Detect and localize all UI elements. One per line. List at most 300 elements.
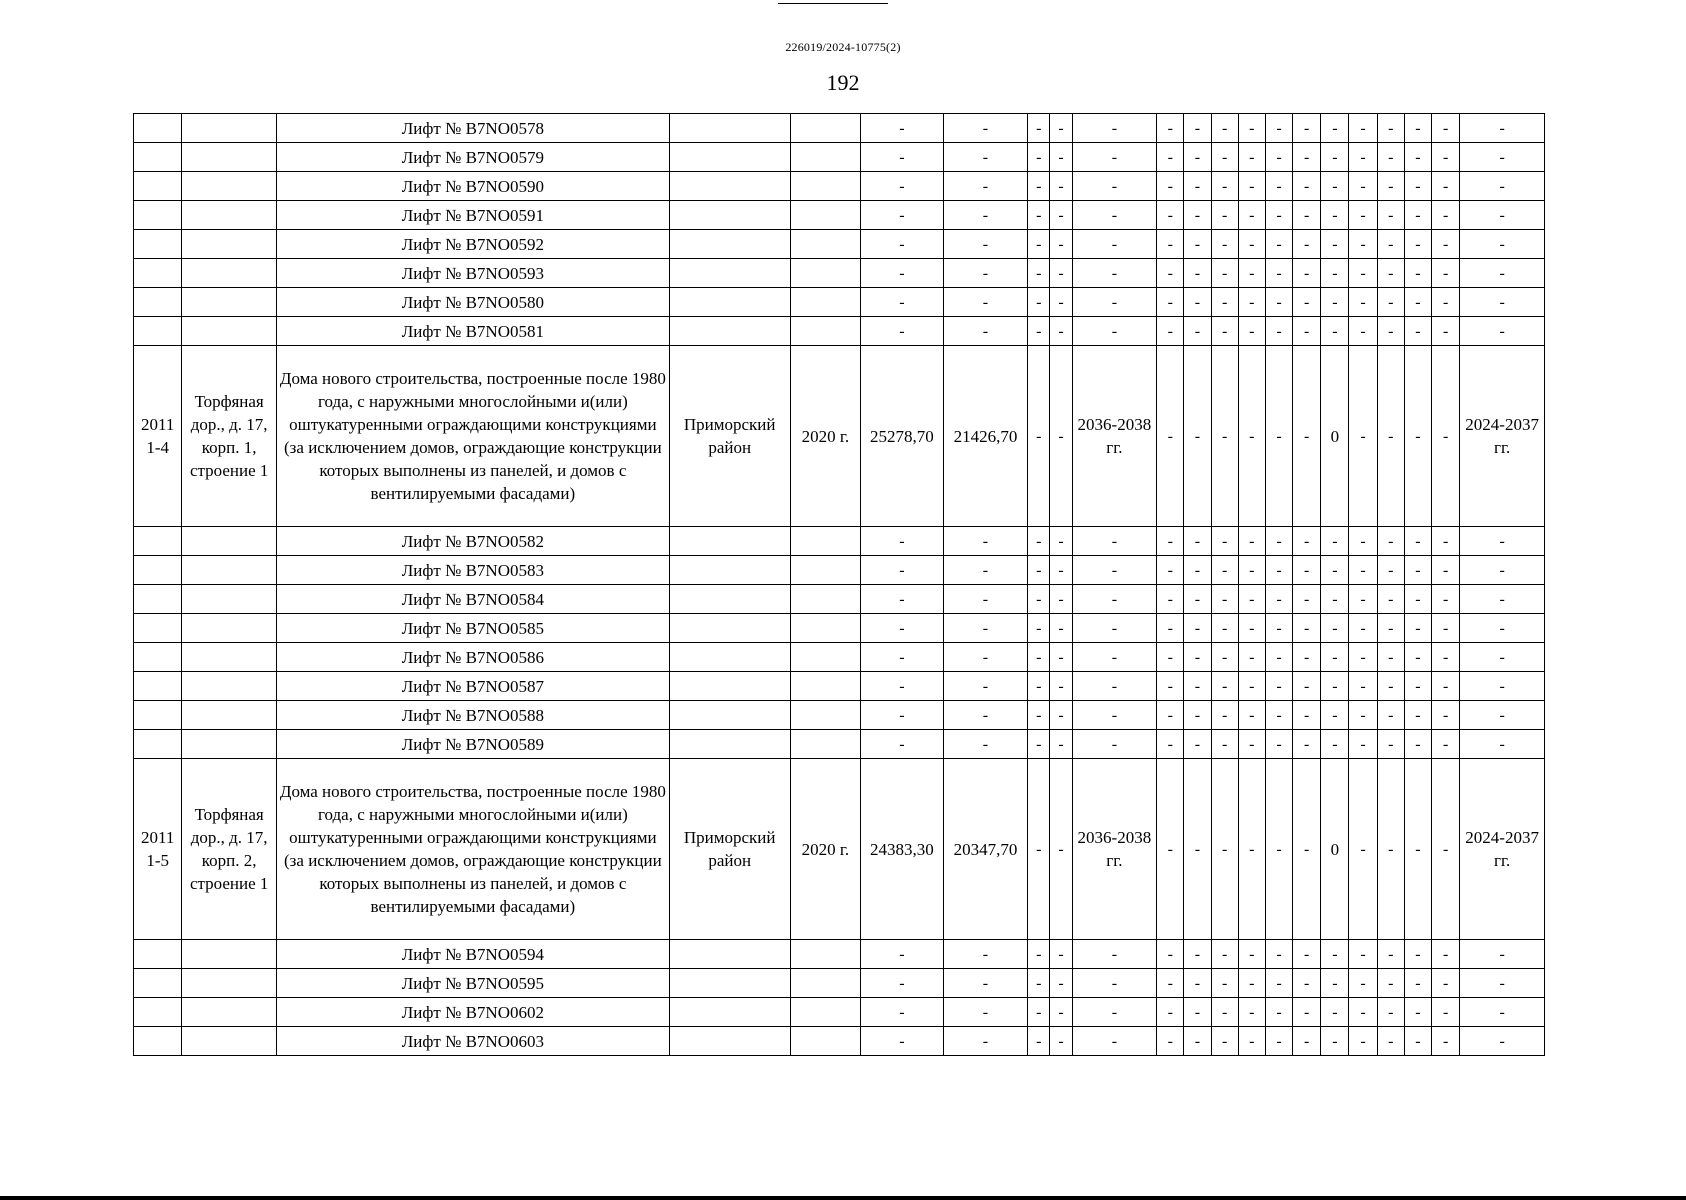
dash-cell: - bbox=[1050, 114, 1072, 143]
dash-cell: - bbox=[1404, 614, 1431, 643]
dash-cell: - bbox=[1404, 759, 1431, 940]
dash-cell: - bbox=[1349, 230, 1377, 259]
building-address: Торфяная дор., д. 17, корп. 1, строение 1 bbox=[182, 346, 277, 527]
dash-cell: - bbox=[1404, 230, 1431, 259]
dash-cell: - bbox=[1238, 201, 1265, 230]
row-number: 2011 1-4 bbox=[134, 346, 182, 527]
dash-cell: - bbox=[1432, 643, 1460, 672]
district: Приморский район bbox=[669, 346, 790, 527]
row-number-cell bbox=[134, 643, 182, 672]
dash-cell: - bbox=[1293, 759, 1321, 940]
area-total-dash: - bbox=[861, 317, 944, 346]
dash-cell: - bbox=[1377, 143, 1404, 172]
dash-cell: - bbox=[1157, 940, 1184, 969]
dash-cell: - bbox=[1184, 1027, 1211, 1056]
dash-cell: - bbox=[1265, 1027, 1292, 1056]
district-cell bbox=[669, 114, 790, 143]
dash-cell: - bbox=[1050, 527, 1072, 556]
dash-cell: - bbox=[1349, 940, 1377, 969]
row-number-cell bbox=[134, 940, 182, 969]
lift-row bbox=[134, 172, 1545, 201]
area-living-dash: - bbox=[943, 969, 1028, 998]
final-period-dash: - bbox=[1460, 556, 1545, 585]
repair-period: 2036-2038 гг. bbox=[1072, 346, 1157, 527]
dash-cell: - bbox=[1377, 201, 1404, 230]
year-cell bbox=[790, 643, 860, 672]
lift-row bbox=[134, 998, 1545, 1027]
final-period-dash: - bbox=[1460, 172, 1545, 201]
dash-cell: - bbox=[1432, 730, 1460, 759]
dash-cell: - bbox=[1238, 614, 1265, 643]
dash-cell: - bbox=[1028, 346, 1050, 527]
dash-cell: - bbox=[1211, 1027, 1238, 1056]
dash-cell: - bbox=[1028, 288, 1050, 317]
row-number-cell bbox=[134, 672, 182, 701]
dash-cell: - bbox=[1238, 259, 1265, 288]
period-dash: - bbox=[1072, 317, 1157, 346]
final-period-dash: - bbox=[1460, 969, 1545, 998]
dash-cell: - bbox=[1184, 585, 1211, 614]
dash-cell: - bbox=[1157, 288, 1184, 317]
dash-cell: - bbox=[1265, 143, 1292, 172]
dash-cell: - bbox=[1184, 346, 1211, 527]
dash-cell: - bbox=[1377, 940, 1404, 969]
dash-cell: - bbox=[1157, 672, 1184, 701]
dash-cell: - bbox=[1050, 143, 1072, 172]
final-period-dash: - bbox=[1460, 143, 1545, 172]
dash-cell: - bbox=[1238, 317, 1265, 346]
dash-cell: - bbox=[1404, 969, 1431, 998]
area-total-dash: - bbox=[861, 1027, 944, 1056]
year-cell bbox=[790, 998, 860, 1027]
lift-row bbox=[134, 614, 1545, 643]
dash-cell: - bbox=[1432, 969, 1460, 998]
dash-cell: - bbox=[1028, 172, 1050, 201]
lift-name: Лифт № B7NO0589 bbox=[276, 730, 669, 759]
dash-cell: - bbox=[1432, 346, 1460, 527]
area-total-dash: - bbox=[861, 556, 944, 585]
period-dash: - bbox=[1072, 143, 1157, 172]
year-cell bbox=[790, 230, 860, 259]
lift-row bbox=[134, 143, 1545, 172]
dash-cell: - bbox=[1050, 730, 1072, 759]
area-total-dash: - bbox=[861, 527, 944, 556]
dash-cell: - bbox=[1265, 172, 1292, 201]
lift-name: Лифт № B7NO0584 bbox=[276, 585, 669, 614]
district-cell bbox=[669, 672, 790, 701]
dash-cell: - bbox=[1184, 730, 1211, 759]
row-number-cell bbox=[134, 143, 182, 172]
area-total-dash: - bbox=[861, 730, 944, 759]
year-cell bbox=[790, 585, 860, 614]
final-period-dash: - bbox=[1460, 288, 1545, 317]
area-living-dash: - bbox=[943, 1027, 1028, 1056]
dash-cell: - bbox=[1377, 730, 1404, 759]
dash-cell: - bbox=[1211, 759, 1238, 940]
year-cell bbox=[790, 614, 860, 643]
area-total-dash: - bbox=[861, 288, 944, 317]
period-dash: - bbox=[1072, 672, 1157, 701]
dash-cell: - bbox=[1293, 259, 1321, 288]
area-total-dash: - bbox=[861, 672, 944, 701]
dash-cell: - bbox=[1238, 556, 1265, 585]
dash-cell: - bbox=[1028, 317, 1050, 346]
dash-cell: - bbox=[1432, 585, 1460, 614]
dash-cell: - bbox=[1050, 172, 1072, 201]
address-cell bbox=[182, 969, 277, 998]
dash-cell: - bbox=[1432, 172, 1460, 201]
district-cell bbox=[669, 998, 790, 1027]
dash-cell: - bbox=[1211, 230, 1238, 259]
lift-name: Лифт № B7NO0580 bbox=[276, 288, 669, 317]
dash-cell: - bbox=[1211, 172, 1238, 201]
building-description: Дома нового строительства, построенные после 1980 года, с наружными многослойными и(или) оштукатуренными ограждающими конструкциями (за исключением домов, ограждающие конструкции которых выполнены из панелей, и домов с вентилируемыми фасадами) bbox=[276, 759, 669, 940]
lift-name: Лифт № B7NO0583 bbox=[276, 556, 669, 585]
dash-cell: - bbox=[1184, 317, 1211, 346]
dash-cell: - bbox=[1211, 672, 1238, 701]
capital-repair-table bbox=[133, 113, 1545, 1056]
area-total-dash: - bbox=[861, 998, 944, 1027]
dash-cell: - bbox=[1238, 230, 1265, 259]
address-cell bbox=[182, 643, 277, 672]
dash-cell: - bbox=[1184, 969, 1211, 998]
dash-cell: - bbox=[1377, 614, 1404, 643]
area-total: 24383,30 bbox=[861, 759, 944, 940]
dash-cell: - bbox=[1377, 969, 1404, 998]
final-period-dash: - bbox=[1460, 940, 1545, 969]
area-living-dash: - bbox=[943, 730, 1028, 759]
dash-cell: - bbox=[1321, 527, 1349, 556]
dash-cell: - bbox=[1028, 672, 1050, 701]
final-period-dash: - bbox=[1460, 998, 1545, 1027]
area-total-dash: - bbox=[861, 940, 944, 969]
dash-cell: - bbox=[1265, 346, 1292, 527]
dash-cell: - bbox=[1211, 317, 1238, 346]
dash-cell: - bbox=[1050, 288, 1072, 317]
zero-value: 0 bbox=[1321, 759, 1349, 940]
dash-cell: - bbox=[1349, 672, 1377, 701]
dash-cell: - bbox=[1293, 940, 1321, 969]
dash-cell: - bbox=[1050, 759, 1072, 940]
building-row bbox=[134, 346, 1545, 527]
dash-cell: - bbox=[1265, 114, 1292, 143]
area-living-dash: - bbox=[943, 288, 1028, 317]
dash-cell: - bbox=[1293, 114, 1321, 143]
year-cell bbox=[790, 172, 860, 201]
dash-cell: - bbox=[1265, 759, 1292, 940]
dash-cell: - bbox=[1028, 643, 1050, 672]
dash-cell: - bbox=[1028, 556, 1050, 585]
final-period-dash: - bbox=[1460, 672, 1545, 701]
district-cell bbox=[669, 614, 790, 643]
dash-cell: - bbox=[1321, 585, 1349, 614]
scan-bottom-edge bbox=[0, 1196, 1686, 1200]
row-number-cell bbox=[134, 585, 182, 614]
lift-name: Лифт № B7NO0587 bbox=[276, 672, 669, 701]
dash-cell: - bbox=[1377, 230, 1404, 259]
dash-cell: - bbox=[1265, 940, 1292, 969]
dash-cell: - bbox=[1028, 585, 1050, 614]
final-period-dash: - bbox=[1460, 527, 1545, 556]
dash-cell: - bbox=[1265, 259, 1292, 288]
dash-cell: - bbox=[1050, 998, 1072, 1027]
area-living-dash: - bbox=[943, 259, 1028, 288]
dash-cell: - bbox=[1404, 317, 1431, 346]
dash-cell: - bbox=[1238, 346, 1265, 527]
dash-cell: - bbox=[1404, 940, 1431, 969]
dash-cell: - bbox=[1211, 143, 1238, 172]
area-living-dash: - bbox=[943, 585, 1028, 614]
document-id: 226019/2024-10775(2) bbox=[785, 40, 901, 54]
row-number-cell bbox=[134, 556, 182, 585]
final-period-dash: - bbox=[1460, 585, 1545, 614]
building-address: Торфяная дор., д. 17, корп. 2, строение 1 bbox=[182, 759, 277, 940]
dash-cell: - bbox=[1238, 969, 1265, 998]
dash-cell: - bbox=[1050, 969, 1072, 998]
dash-cell: - bbox=[1404, 998, 1431, 1027]
area-total-dash: - bbox=[861, 172, 944, 201]
dash-cell: - bbox=[1404, 643, 1431, 672]
dash-cell: - bbox=[1293, 643, 1321, 672]
row-number-cell bbox=[134, 230, 182, 259]
dash-cell: - bbox=[1321, 556, 1349, 585]
dash-cell: - bbox=[1265, 701, 1292, 730]
dash-cell: - bbox=[1293, 317, 1321, 346]
dash-cell: - bbox=[1349, 346, 1377, 527]
lift-row bbox=[134, 527, 1545, 556]
dash-cell: - bbox=[1265, 730, 1292, 759]
dash-cell: - bbox=[1377, 346, 1404, 527]
year-cell bbox=[790, 259, 860, 288]
period-dash: - bbox=[1072, 940, 1157, 969]
dash-cell: - bbox=[1050, 259, 1072, 288]
year-cell bbox=[790, 701, 860, 730]
dash-cell: - bbox=[1349, 201, 1377, 230]
address-cell bbox=[182, 1027, 277, 1056]
dash-cell: - bbox=[1404, 114, 1431, 143]
row-number-cell bbox=[134, 614, 182, 643]
lift-row bbox=[134, 969, 1545, 998]
dash-cell: - bbox=[1293, 585, 1321, 614]
dash-cell: - bbox=[1432, 259, 1460, 288]
area-living-dash: - bbox=[943, 114, 1028, 143]
dash-cell: - bbox=[1211, 288, 1238, 317]
building-row bbox=[134, 759, 1545, 940]
district-cell bbox=[669, 643, 790, 672]
period-dash: - bbox=[1072, 201, 1157, 230]
dash-cell: - bbox=[1321, 940, 1349, 969]
dash-cell: - bbox=[1184, 998, 1211, 1027]
dash-cell: - bbox=[1349, 317, 1377, 346]
row-number-cell bbox=[134, 998, 182, 1027]
dash-cell: - bbox=[1293, 172, 1321, 201]
repair-period: 2036-2038 гг. bbox=[1072, 759, 1157, 940]
dash-cell: - bbox=[1157, 998, 1184, 1027]
dash-cell: - bbox=[1238, 1027, 1265, 1056]
dash-cell: - bbox=[1157, 614, 1184, 643]
dash-cell: - bbox=[1157, 1027, 1184, 1056]
dash-cell: - bbox=[1404, 201, 1431, 230]
dash-cell: - bbox=[1028, 201, 1050, 230]
period-dash: - bbox=[1072, 614, 1157, 643]
dash-cell: - bbox=[1238, 143, 1265, 172]
dash-cell: - bbox=[1184, 143, 1211, 172]
dash-cell: - bbox=[1157, 346, 1184, 527]
period-dash: - bbox=[1072, 701, 1157, 730]
lift-name: Лифт № B7NO0578 bbox=[276, 114, 669, 143]
lift-name: Лифт № B7NO0592 bbox=[276, 230, 669, 259]
dash-cell: - bbox=[1293, 527, 1321, 556]
dash-cell: - bbox=[1404, 527, 1431, 556]
area-living-dash: - bbox=[943, 201, 1028, 230]
lift-row bbox=[134, 672, 1545, 701]
dash-cell: - bbox=[1377, 759, 1404, 940]
district: Приморский район bbox=[669, 759, 790, 940]
final-period: 2024-2037 гг. bbox=[1460, 346, 1545, 527]
district-cell bbox=[669, 317, 790, 346]
dash-cell: - bbox=[1349, 701, 1377, 730]
dash-cell: - bbox=[1157, 527, 1184, 556]
final-period-dash: - bbox=[1460, 1027, 1545, 1056]
dash-cell: - bbox=[1265, 317, 1292, 346]
dash-cell: - bbox=[1211, 556, 1238, 585]
dash-cell: - bbox=[1238, 730, 1265, 759]
dash-cell: - bbox=[1184, 527, 1211, 556]
scan-top-mark bbox=[778, 0, 888, 4]
year-cell bbox=[790, 143, 860, 172]
area-living-dash: - bbox=[943, 614, 1028, 643]
dash-cell: - bbox=[1432, 288, 1460, 317]
dash-cell: - bbox=[1238, 759, 1265, 940]
dash-cell: - bbox=[1349, 614, 1377, 643]
dash-cell: - bbox=[1432, 759, 1460, 940]
dash-cell: - bbox=[1050, 643, 1072, 672]
address-cell bbox=[182, 940, 277, 969]
dash-cell: - bbox=[1028, 143, 1050, 172]
dash-cell: - bbox=[1321, 201, 1349, 230]
dash-cell: - bbox=[1050, 1027, 1072, 1056]
dash-cell: - bbox=[1432, 614, 1460, 643]
lift-row bbox=[134, 701, 1545, 730]
dash-cell: - bbox=[1238, 527, 1265, 556]
dash-cell: - bbox=[1293, 614, 1321, 643]
lift-row bbox=[134, 230, 1545, 259]
address-cell bbox=[182, 556, 277, 585]
period-dash: - bbox=[1072, 730, 1157, 759]
year-cell bbox=[790, 1027, 860, 1056]
lift-name: Лифт № B7NO0579 bbox=[276, 143, 669, 172]
dash-cell: - bbox=[1238, 172, 1265, 201]
dash-cell: - bbox=[1184, 201, 1211, 230]
final-period: 2024-2037 гг. bbox=[1460, 759, 1545, 940]
dash-cell: - bbox=[1321, 172, 1349, 201]
area-living-dash: - bbox=[943, 940, 1028, 969]
row-number-cell bbox=[134, 259, 182, 288]
year-cell bbox=[790, 556, 860, 585]
year-cell bbox=[790, 940, 860, 969]
dash-cell: - bbox=[1404, 672, 1431, 701]
dash-cell: - bbox=[1028, 614, 1050, 643]
lift-row bbox=[134, 259, 1545, 288]
lift-name: Лифт № B7NO0590 bbox=[276, 172, 669, 201]
dash-cell: - bbox=[1238, 672, 1265, 701]
dash-cell: - bbox=[1265, 288, 1292, 317]
dash-cell: - bbox=[1265, 201, 1292, 230]
area-living-dash: - bbox=[943, 527, 1028, 556]
final-period-dash: - bbox=[1460, 730, 1545, 759]
final-period-dash: - bbox=[1460, 643, 1545, 672]
district-cell bbox=[669, 201, 790, 230]
dash-cell: - bbox=[1404, 556, 1431, 585]
dash-cell: - bbox=[1265, 230, 1292, 259]
dash-cell: - bbox=[1184, 759, 1211, 940]
dash-cell: - bbox=[1028, 1027, 1050, 1056]
area-total-dash: - bbox=[861, 701, 944, 730]
dash-cell: - bbox=[1184, 172, 1211, 201]
row-number-cell bbox=[134, 730, 182, 759]
address-cell bbox=[182, 701, 277, 730]
lift-name: Лифт № B7NO0603 bbox=[276, 1027, 669, 1056]
dash-cell: - bbox=[1404, 701, 1431, 730]
dash-cell: - bbox=[1157, 230, 1184, 259]
dash-cell: - bbox=[1432, 114, 1460, 143]
dash-cell: - bbox=[1184, 643, 1211, 672]
dash-cell: - bbox=[1377, 1027, 1404, 1056]
dash-cell: - bbox=[1028, 759, 1050, 940]
dash-cell: - bbox=[1293, 969, 1321, 998]
lift-row bbox=[134, 317, 1545, 346]
row-number-cell bbox=[134, 527, 182, 556]
dash-cell: - bbox=[1404, 288, 1431, 317]
district-cell bbox=[669, 172, 790, 201]
dash-cell: - bbox=[1377, 288, 1404, 317]
dash-cell: - bbox=[1432, 201, 1460, 230]
dash-cell: - bbox=[1404, 172, 1431, 201]
area-living-dash: - bbox=[943, 643, 1028, 672]
year-cell bbox=[790, 201, 860, 230]
dash-cell: - bbox=[1377, 259, 1404, 288]
dash-cell: - bbox=[1349, 143, 1377, 172]
dash-cell: - bbox=[1238, 114, 1265, 143]
dash-cell: - bbox=[1432, 230, 1460, 259]
dash-cell: - bbox=[1211, 527, 1238, 556]
area-living-dash: - bbox=[943, 317, 1028, 346]
dash-cell: - bbox=[1349, 288, 1377, 317]
dash-cell: - bbox=[1157, 143, 1184, 172]
row-number-cell bbox=[134, 317, 182, 346]
dash-cell: - bbox=[1184, 259, 1211, 288]
dash-cell: - bbox=[1377, 527, 1404, 556]
year-cell bbox=[790, 114, 860, 143]
lift-name: Лифт № B7NO0581 bbox=[276, 317, 669, 346]
period-dash: - bbox=[1072, 998, 1157, 1027]
area-living-dash: - bbox=[943, 556, 1028, 585]
dash-cell: - bbox=[1377, 172, 1404, 201]
area-total-dash: - bbox=[861, 259, 944, 288]
dash-cell: - bbox=[1157, 172, 1184, 201]
dash-cell: - bbox=[1321, 143, 1349, 172]
dash-cell: - bbox=[1349, 969, 1377, 998]
district-cell bbox=[669, 1027, 790, 1056]
dash-cell: - bbox=[1238, 701, 1265, 730]
dash-cell: - bbox=[1293, 556, 1321, 585]
dash-cell: - bbox=[1293, 201, 1321, 230]
area-total: 25278,70 bbox=[861, 346, 944, 527]
dash-cell: - bbox=[1211, 643, 1238, 672]
dash-cell: - bbox=[1293, 1027, 1321, 1056]
dash-cell: - bbox=[1211, 701, 1238, 730]
dash-cell: - bbox=[1238, 643, 1265, 672]
